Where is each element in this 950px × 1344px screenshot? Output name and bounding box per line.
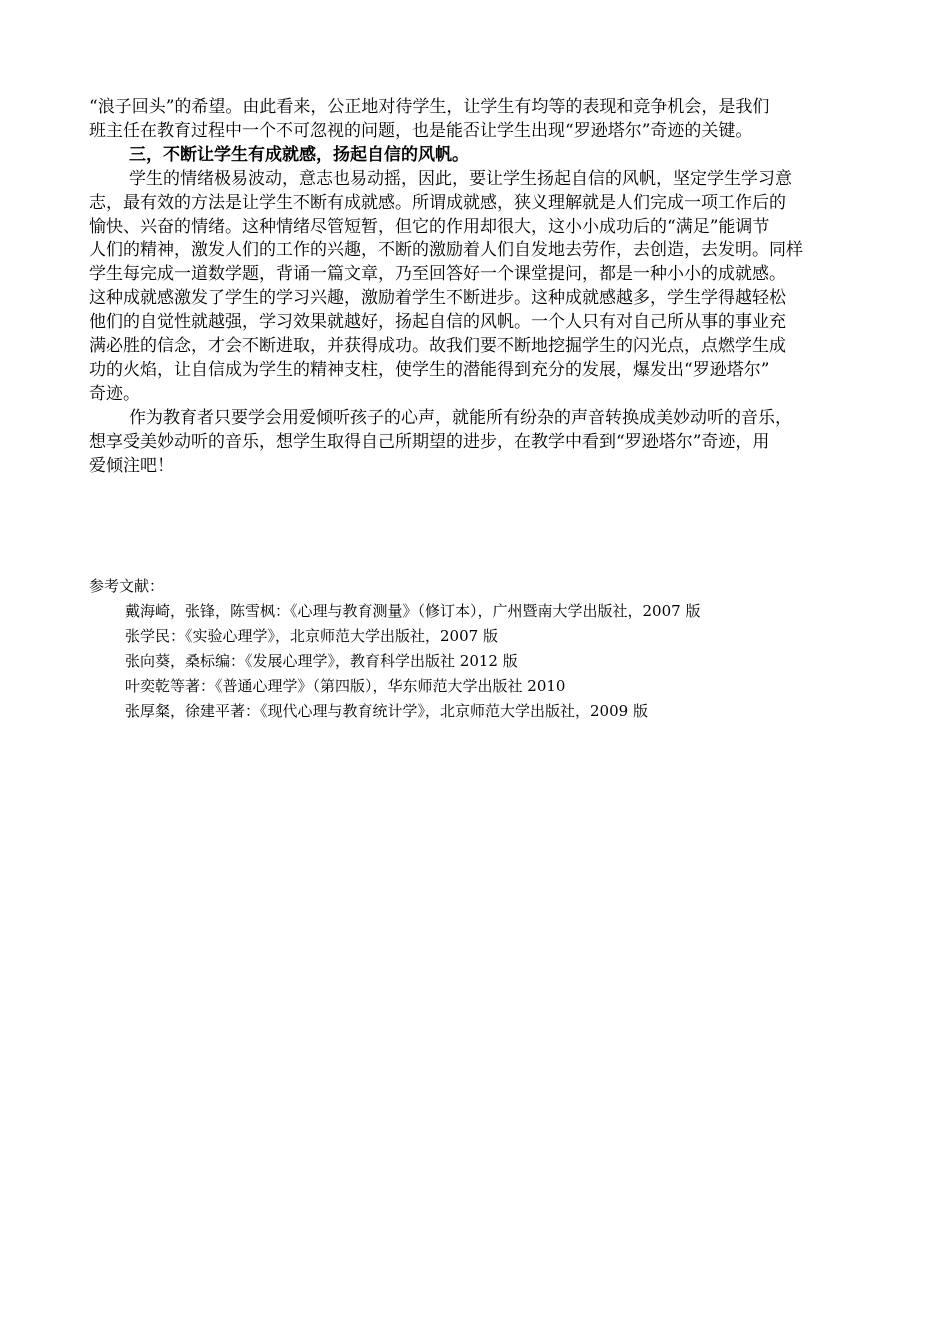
text-line: 志，最有效的方法是让学生不断有成就感。所谓成就感，狭义理解就是人们完成一项工作后的 bbox=[89, 192, 786, 213]
text-line: 他们的自觉性就越强，学习效果就越好，扬起自信的风帆。一个人只有对自己所从事的事业充 bbox=[89, 312, 786, 333]
text-line: 作为教育者只要学会用爱倾听孩子的心声，就能所有纷杂的声音转换成美妙动听的音乐， bbox=[129, 407, 792, 428]
text-line: 学生每完成一道数学题，背诵一篇文章，乃至回答好一个课堂提问，都是一种小小的成就感。 bbox=[89, 264, 786, 285]
text-line: 功的火焰，让自信成为学生的精神支柱，使学生的潜能得到充分的发展，爆发出“罗逊塔尔” bbox=[89, 359, 770, 380]
references-section bbox=[89, 574, 864, 724]
reference-item: 张向葵，桑标编：《发展心理学》，教育科学出版社 2012 版 bbox=[125, 652, 518, 670]
text-line: 想享受美妙动听的音乐，想学生取得自己所期望的进步，在教学中看到“罗逊塔尔”奇迹，用 bbox=[89, 431, 770, 452]
text-line: 爱倾注吧！ bbox=[89, 455, 174, 476]
text-line: 学生的情绪极易波动，意志也易动摇，因此，要让学生扬起自信的风帆，坚定学生学习意 bbox=[129, 168, 792, 189]
text-line: 这种成就感激发了学生的学习兴趣，激励着学生不断进步。这种成就感越多，学生学得越轻松 bbox=[89, 288, 786, 309]
text-line: 人们的精神，激发人们的工作的兴趣，不断的激励着人们自发地去劳作，去创造，去发明。同样 bbox=[89, 240, 803, 261]
text-line: 奇迹。 bbox=[89, 383, 140, 404]
reference-item: 戴海崎，张锋，陈雪枫：《心理与教育测量》（修订本），广州暨南大学出版社，2007 版 bbox=[125, 602, 701, 620]
text-line: “浪子回头”的希望。由此看来，公正地对待学生，让学生有均等的表现和竞争机会，是我们 bbox=[89, 97, 770, 117]
text-line: 满必胜的信念，才会不断进取，并获得成功。故我们要不断地挖掘学生的闪光点，点燃学生成 bbox=[89, 336, 786, 357]
reference-item: 张厚粲，徐建平著：《现代心理与教育统计学》，北京师范大学出版社，2009 版 bbox=[125, 702, 648, 720]
text-line: 班主任在教育过程中一个不可忽视的问题，也是能否让学生出现“罗逊塔尔”奇迹的关键。 bbox=[89, 120, 753, 141]
reference-item: 叶奕乾等著：《普通心理学》（第四版），华东师范大学出版社 2010 bbox=[125, 677, 566, 695]
section-heading: 三，不断让学生有成就感，扬起自信的风帆。 bbox=[129, 144, 469, 165]
references-title: 参考文献： bbox=[89, 577, 165, 595]
body-text bbox=[89, 96, 864, 479]
text-line: 愉快、兴奋的情绪。这种情绪尽管短暂，但它的作用却很大，这小小成功后的“满足”能调节 bbox=[89, 216, 770, 237]
reference-item: 张学民：《实验心理学》，北京师范大学出版社，2007 版 bbox=[125, 627, 498, 645]
